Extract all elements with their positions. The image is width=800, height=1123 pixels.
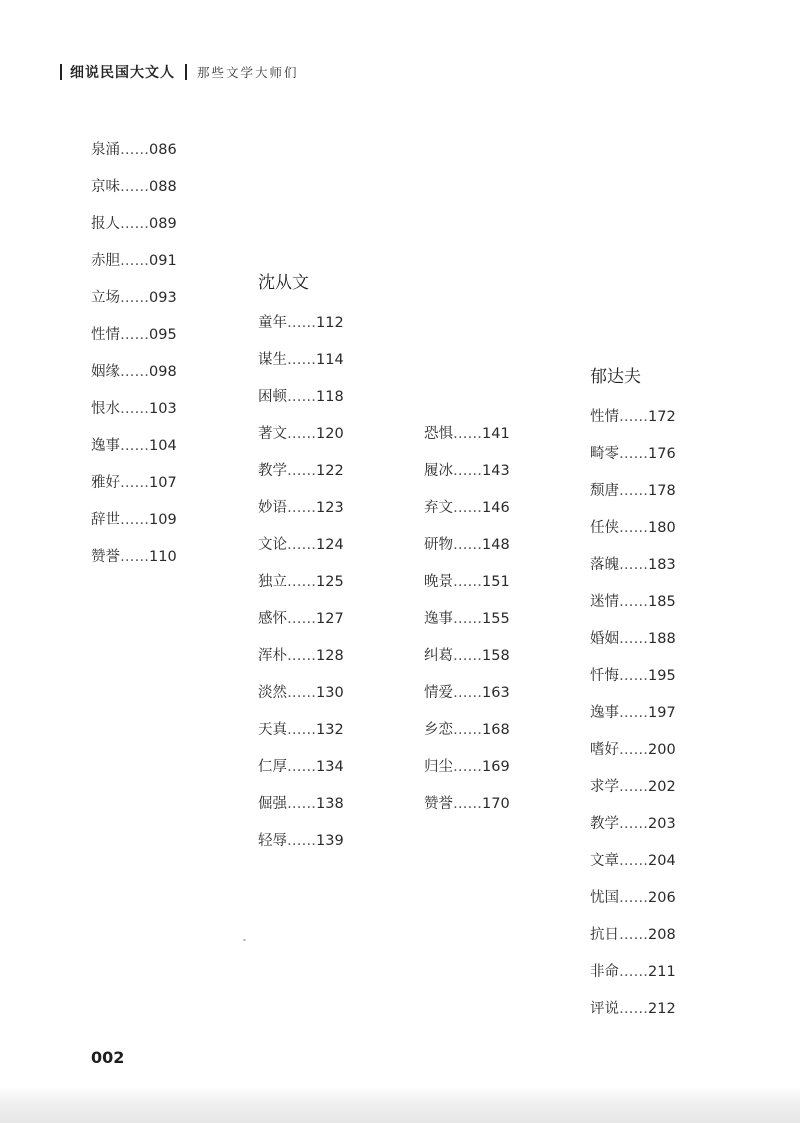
entry-title: 著文 [258,426,287,442]
entry-title: 倔强 [258,796,287,812]
leader-dots: …… [287,537,316,553]
entry-page-number: 170 [482,796,510,812]
entry-title: 履冰 [424,463,453,479]
entry-title: 文章 [590,853,619,869]
toc-column-4 [590,364,676,1036]
leader-dots: …… [287,796,316,812]
leader-dots: …… [287,463,316,479]
toc-entry[interactable] [91,251,177,288]
entry-title: 报人 [91,216,120,232]
entry-title: 文论 [258,537,287,553]
entry-title: 性情 [91,327,120,343]
leader-dots: …… [453,426,482,442]
entry-title: 忏悔 [590,668,619,684]
leader-dots: …… [120,253,149,269]
entry-title: 非命 [590,964,619,980]
toc-entry[interactable] [258,831,344,868]
leader-dots: …… [619,853,648,869]
header-divider-bar [60,64,62,80]
entry-title: 泉涌 [91,142,120,158]
toc-entry[interactable] [258,350,344,387]
entry-page-number: 120 [316,426,344,442]
entry-page-number: 141 [482,426,510,442]
entry-page-number: 183 [648,557,676,573]
toc-entry[interactable] [590,444,676,481]
leader-dots: …… [453,574,482,590]
entry-title: 教学 [590,816,619,832]
entry-title: 颓唐 [590,483,619,499]
entry-page-number: 204 [648,853,676,869]
entry-title: 情爱 [424,685,453,701]
entry-title: 恐惧 [424,426,453,442]
entry-page-number: 134 [316,759,344,775]
toc-entry[interactable] [91,399,177,436]
entry-page-number: 202 [648,779,676,795]
entry-page-number: 088 [149,179,177,195]
entry-page-number: 169 [482,759,510,775]
entry-page-number: 176 [648,446,676,462]
entry-title: 立场 [91,290,120,306]
toc-entry[interactable] [590,666,676,703]
leader-dots: …… [619,520,648,536]
leader-dots: …… [287,611,316,627]
toc-entry[interactable] [91,510,177,547]
entry-page-number: 103 [149,401,177,417]
entry-title: 逸事 [590,705,619,721]
entry-title: 赞誉 [91,549,120,565]
entry-title: 性情 [590,409,619,425]
toc-entry[interactable] [424,424,510,461]
toc-entry[interactable] [91,362,177,399]
entry-page-number: 086 [149,142,177,158]
entry-page-number: 143 [482,463,510,479]
entry-title: 研物 [424,537,453,553]
entry-title: 归尘 [424,759,453,775]
entry-page-number: 110 [149,549,177,565]
book-title: 细说民国大文人 [70,65,175,81]
leader-dots: …… [120,512,149,528]
leader-dots: …… [120,438,149,454]
entry-page-number: 180 [648,520,676,536]
entry-title: 求学 [590,779,619,795]
entry-title: 独立 [258,574,287,590]
entry-title: 谋生 [258,352,287,368]
toc-entry[interactable] [91,288,177,325]
leader-dots: …… [287,685,316,701]
entry-title: 婚姻 [590,631,619,647]
entry-title: 童年 [258,315,287,331]
entry-page-number: 185 [648,594,676,610]
leader-dots: …… [287,833,316,849]
entry-page-number: 188 [648,631,676,647]
entry-page-number: 132 [316,722,344,738]
leader-dots: …… [287,500,316,516]
toc-entry[interactable] [424,683,510,720]
toc-entry[interactable] [258,461,344,498]
entry-page-number: 212 [648,1001,676,1017]
leader-dots: …… [453,611,482,627]
entry-title: 恨水 [91,401,120,417]
entry-page-number: 138 [316,796,344,812]
leader-dots: …… [619,483,648,499]
entry-title: 任侠 [590,520,619,536]
leader-dots: …… [453,759,482,775]
toc-entry[interactable] [258,572,344,609]
entry-page-number: 168 [482,722,510,738]
entry-page-number: 091 [149,253,177,269]
entry-title: 评说 [590,1001,619,1017]
toc-entry[interactable] [590,814,676,851]
toc-entry[interactable] [258,794,344,831]
toc-entry[interactable] [424,461,510,498]
entry-title: 妙语 [258,500,287,516]
toc-entry[interactable] [91,436,177,473]
entry-title: 弃文 [424,500,453,516]
toc-entry[interactable] [424,646,510,683]
leader-dots: …… [619,557,648,573]
toc-entry[interactable] [590,555,676,592]
header-divider-bar [185,64,187,80]
author-heading: 沈从文 [258,273,309,293]
entry-title: 姻缘 [91,364,120,380]
entry-page-number: 139 [316,833,344,849]
toc-entry[interactable] [258,609,344,646]
leader-dots: …… [287,426,316,442]
entry-title: 京味 [91,179,120,195]
author-heading: 郁达夫 [590,367,641,387]
entry-title: 淡然 [258,685,287,701]
entry-page-number: 208 [648,927,676,943]
toc-entry[interactable] [258,720,344,757]
leader-dots: …… [287,352,316,368]
entry-title: 逸事 [424,611,453,627]
entry-title: 乡恋 [424,722,453,738]
page-number: 002 [91,1048,125,1067]
entry-page-number: 127 [316,611,344,627]
leader-dots: …… [120,179,149,195]
toc-entry[interactable] [91,547,177,584]
toc-entry[interactable] [424,572,510,609]
toc-entry[interactable] [590,629,676,666]
entry-page-number: 130 [316,685,344,701]
entry-page-number: 211 [648,964,676,980]
entry-page-number: 200 [648,742,676,758]
entry-page-number: 098 [149,364,177,380]
leader-dots: …… [619,890,648,906]
entry-title: 仁厚 [258,759,287,775]
entry-page-number: 122 [316,463,344,479]
toc-entry[interactable] [590,999,676,1036]
leader-dots: …… [619,1001,648,1017]
leader-dots: …… [287,574,316,590]
entry-title: 嗜好 [590,742,619,758]
toc-entry[interactable] [424,794,510,831]
toc-entry[interactable] [424,757,510,794]
toc-entry[interactable] [91,140,177,177]
toc-column-2 [258,270,344,868]
toc-column-1 [91,140,177,584]
toc-entry[interactable] [258,387,344,424]
entry-page-number: 158 [482,648,510,664]
leader-dots: …… [287,389,316,405]
entry-title: 赞誉 [424,796,453,812]
leader-dots: …… [453,537,482,553]
entry-page-number: 151 [482,574,510,590]
toc-entry[interactable] [590,962,676,999]
entry-title: 天真 [258,722,287,738]
toc-entry[interactable] [590,592,676,629]
toc-entry[interactable] [258,424,344,461]
entry-title: 困顿 [258,389,287,405]
toc-entry[interactable] [590,888,676,925]
leader-dots: …… [120,216,149,232]
leader-dots: …… [619,668,648,684]
toc-entry[interactable] [91,214,177,251]
entry-page-number: 112 [316,315,344,331]
toc-column-3 [424,424,510,831]
entry-page-number: 146 [482,500,510,516]
entry-page-number: 125 [316,574,344,590]
toc-entry[interactable] [590,407,676,444]
toc-entry[interactable] [590,518,676,555]
entry-title: 畸零 [590,446,619,462]
leader-dots: …… [287,648,316,664]
toc-entry[interactable] [590,777,676,814]
leader-dots: …… [619,964,648,980]
entry-title: 赤胆 [91,253,120,269]
toc-entry[interactable] [424,498,510,535]
series-title: 那些文学大师们 [197,65,299,80]
leader-dots: …… [619,779,648,795]
entry-page-number: 123 [316,500,344,516]
entry-title: 教学 [258,463,287,479]
toc-entry[interactable] [91,177,177,214]
entry-page-number: 109 [149,512,177,528]
leader-dots: …… [619,631,648,647]
entry-title: 晚景 [424,574,453,590]
leader-dots: …… [619,446,648,462]
toc-entry[interactable] [91,473,177,510]
leader-dots: …… [619,594,648,610]
leader-dots: …… [619,705,648,721]
leader-dots: …… [120,327,149,343]
entry-title: 迷情 [590,594,619,610]
entry-page-number: 104 [149,438,177,454]
toc-entry[interactable] [424,535,510,572]
leader-dots: …… [120,142,149,158]
leader-dots: …… [287,722,316,738]
entry-title: 雅好 [91,475,120,491]
entry-page-number: 118 [316,389,344,405]
toc-entry[interactable] [590,925,676,962]
toc-entry[interactable] [258,535,344,572]
entry-title: 纠葛 [424,648,453,664]
leader-dots: …… [453,500,482,516]
entry-page-number: 114 [316,352,344,368]
toc-entry[interactable] [258,683,344,720]
entry-page-number: 107 [149,475,177,491]
leader-dots: …… [120,401,149,417]
running-header [60,61,299,83]
entry-page-number: 124 [316,537,344,553]
leader-dots: …… [619,816,648,832]
entry-title: 落魄 [590,557,619,573]
leader-dots: …… [120,549,149,565]
toc-entry[interactable] [424,720,510,757]
scan-speck [243,939,246,941]
leader-dots: …… [453,463,482,479]
leader-dots: …… [120,364,149,380]
entry-title: 浑朴 [258,648,287,664]
entry-page-number: 093 [149,290,177,306]
entry-title: 辞世 [91,512,120,528]
entry-page-number: 195 [648,668,676,684]
entry-title: 抗日 [590,927,619,943]
leader-dots: …… [287,315,316,331]
toc-entry[interactable] [258,757,344,794]
entry-page-number: 155 [482,611,510,627]
toc-entry[interactable] [590,481,676,518]
toc-entry[interactable] [590,703,676,740]
entry-page-number: 197 [648,705,676,721]
leader-dots: …… [120,475,149,491]
entry-page-number: 095 [149,327,177,343]
entry-page-number: 148 [482,537,510,553]
leader-dots: …… [453,648,482,664]
leader-dots: …… [619,927,648,943]
entry-page-number: 178 [648,483,676,499]
entry-title: 忧国 [590,890,619,906]
entry-page-number: 089 [149,216,177,232]
toc-entry[interactable] [590,851,676,888]
leader-dots: …… [453,796,482,812]
entry-page-number: 128 [316,648,344,664]
toc-entry[interactable] [258,313,344,350]
entry-title: 轻辱 [258,833,287,849]
toc-entry[interactable] [424,609,510,646]
entry-page-number: 172 [648,409,676,425]
toc-entry[interactable] [258,646,344,683]
entry-title: 逸事 [91,438,120,454]
leader-dots: …… [120,290,149,306]
entry-page-number: 203 [648,816,676,832]
toc-entry[interactable] [91,325,177,362]
leader-dots: …… [619,742,648,758]
leader-dots: …… [453,722,482,738]
leader-dots: …… [287,759,316,775]
entry-title: 感怀 [258,611,287,627]
leader-dots: …… [619,409,648,425]
entry-page-number: 163 [482,685,510,701]
leader-dots: …… [453,685,482,701]
toc-entry[interactable] [258,498,344,535]
toc-entry[interactable] [590,740,676,777]
entry-page-number: 206 [648,890,676,906]
scan-shadow-edge [0,1087,800,1123]
